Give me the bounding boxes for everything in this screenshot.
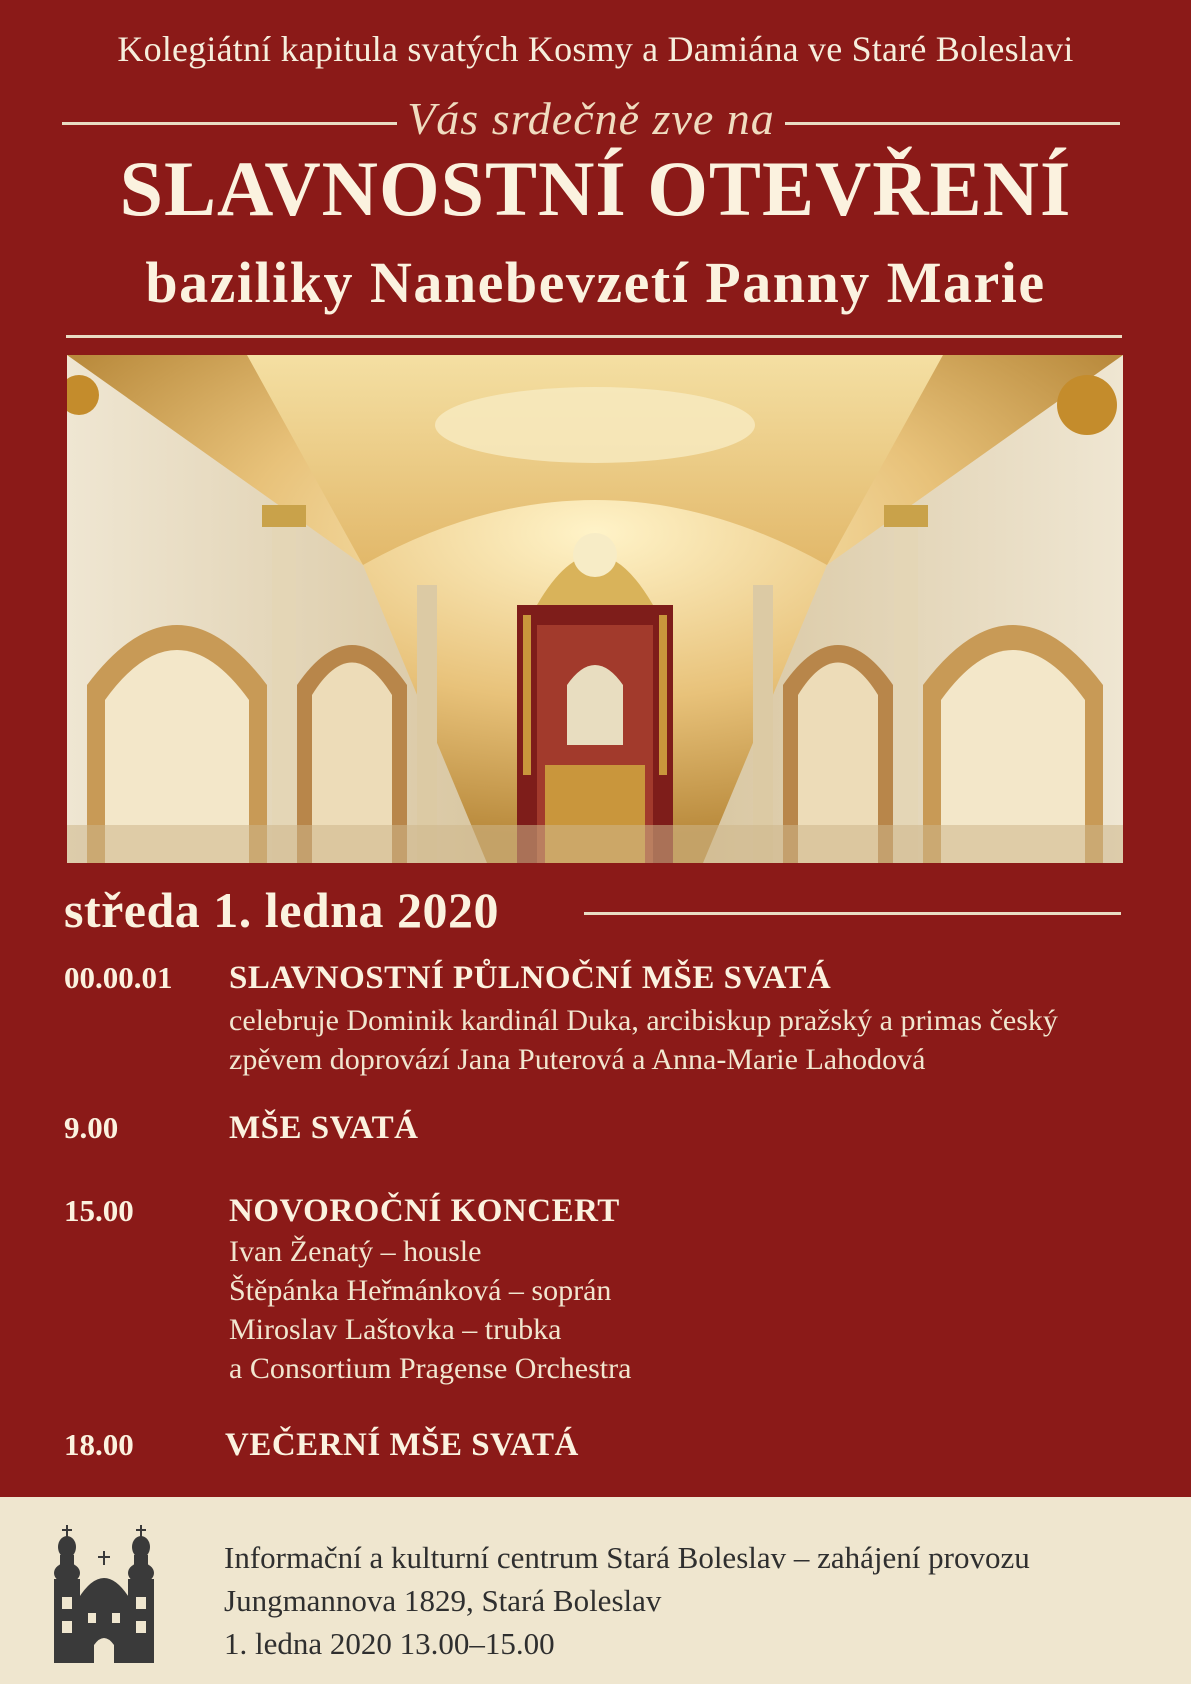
footer-line: Jungmannova 1829, Stará Boleslav xyxy=(224,1583,662,1618)
footer-line: Informační a kulturní centrum Stará Boleslav – zahájení provozu xyxy=(224,1540,1030,1575)
event-date: středa 1. ledna 2020 xyxy=(64,882,499,938)
program-title: VEČERNÍ MŠE SVATÁ xyxy=(225,1427,579,1463)
program-detail: Štěpánka Heřmánková – soprán xyxy=(229,1274,612,1307)
program-detail: zpěvem doprovází Jana Puterová a Anna-Marie Lahodová xyxy=(229,1043,926,1076)
program-title: SLAVNOSTNÍ PŮLNOČNÍ MŠE SVATÁ xyxy=(229,960,832,996)
program-time: 15.00 xyxy=(64,1193,134,1228)
program-detail: a Consortium Pragense Orchestra xyxy=(229,1352,632,1385)
basilica-interior-photo xyxy=(67,355,1123,863)
subtitle: baziliky Nanebevzetí Panny Marie xyxy=(145,250,1046,315)
program-detail: celebruje Dominik kardinál Duka, arcibiskup pražský a primas český xyxy=(229,1004,1058,1037)
organizer-line: Kolegiátní kapitula svatých Kosmy a Damiána ve Staré Boleslavi xyxy=(117,29,1074,69)
divider-right xyxy=(785,122,1120,125)
program-time: 18.00 xyxy=(64,1427,134,1462)
program-detail: Ivan Ženatý – housle xyxy=(229,1235,482,1268)
main-title: SLAVNOSTNÍ OTEVŘENÍ xyxy=(119,145,1072,232)
invite-text: Vás srdečně zve na xyxy=(407,93,775,144)
footer-line: 1. ledna 2020 13.00–15.00 xyxy=(224,1626,555,1661)
date-divider xyxy=(584,912,1121,915)
program-time: 9.00 xyxy=(64,1110,119,1145)
program-detail: Miroslav Laštovka – trubka xyxy=(229,1313,562,1346)
invite-row xyxy=(62,92,1120,152)
divider-left xyxy=(62,122,397,125)
footer xyxy=(0,1497,1191,1684)
title-divider xyxy=(66,335,1122,338)
program-title: MŠE SVATÁ xyxy=(229,1110,419,1146)
church-logo-icon xyxy=(48,1517,160,1668)
program-title: NOVOROČNÍ KONCERT xyxy=(229,1193,620,1229)
program-time: 00.00.01 xyxy=(64,960,173,995)
